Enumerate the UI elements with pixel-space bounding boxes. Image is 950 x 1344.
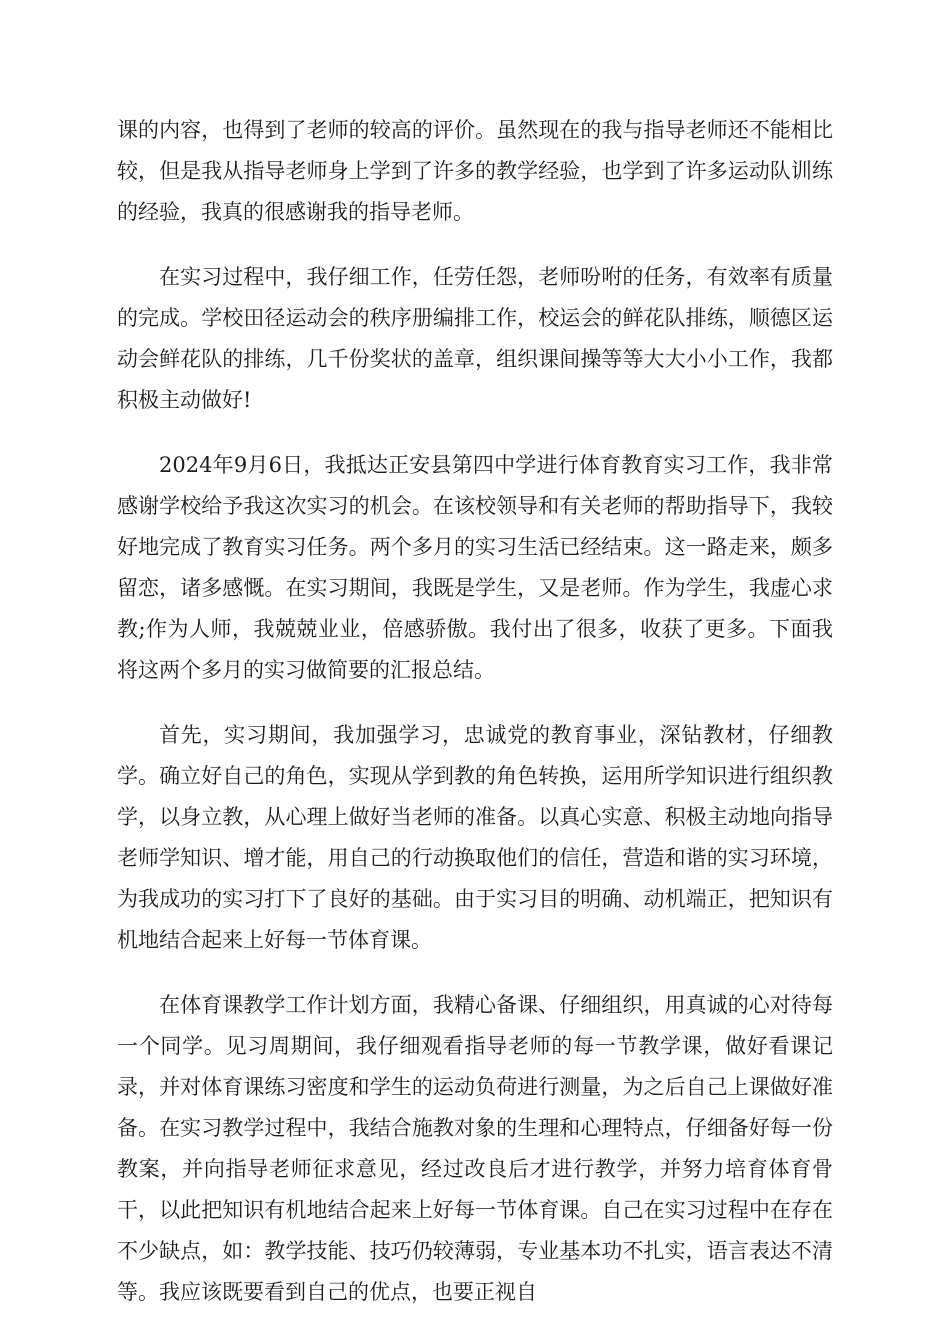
document-page: [117, 110, 833, 1337]
paragraph-2: 在实习过程中，我仔细工作，任劳任怨，老师吩咐的任务，有效率有质量的完成。学校田径运动会的秩序册编排工作，校运会的鲜花队排练，顺德区运动会鲜花队的排练，几千份奖状的盖章，组织课间操等等大大小小工作，我都积极主动做好!: [117, 265, 833, 412]
paragraph-5: 在体育课教学工作计划方面，我精心备课、仔细组织，用真诚的心对待每一个同学。见习周期间，我仔细观看指导老师的每一节教学课，做好看课记录，并对体育课练习密度和学生的运动负荷进行测量，为之后自己上课做好准备。在实习教学过程中，我结合施教对象的生理和心理特点，仔细备好每一份教案，并向指导老师征求意见，经过改良后才进行教学，并努力培育体育骨干，以此把知识有机地结合起来上好每一节体育课。自己在实习过程中在存在不少缺点，如：教学技能、技巧仍较薄弱，专业基本功不扎实，语言表达不清等。我应该既要看到自己的优点，也要正视自: [117, 993, 833, 1304]
paragraph-3: 2024年9月6日，我抵达正安县第四中学进行体育教育实习工作，我非常感谢学校给予我这次实习的机会。在该校领导和有关老师的帮助指导下，我较好地完成了教育实习任务。两个多月的实习生活已经结束。这一路走来，颇多留恋，诸多感慨。在实习期间，我既是学生，又是老师。作为学生，我虚心求教;作为人师，我兢兢业业，倍感骄傲。我付出了很多，收获了更多。下面我将这两个多月的实习做简要的汇报总结。: [117, 453, 833, 682]
paragraph-1: 课的内容，也得到了老师的较高的评价。虽然现在的我与指导老师还不能相比较，但是我从指导老师身上学到了许多的教学经验，也学到了许多运动队训练的经验，我真的很感谢我的指导老师。: [117, 118, 833, 224]
paragraph-4: 首先，实习期间，我加强学习，忠诚党的教育事业，深钻教材，仔细教学。确立好自己的角色，实现从学到教的角色转换，运用所学知识进行组织教学，以身立教，从心理上做好当老师的准备。以真心实意、积极主动地向指导老师学知识、增才能，用自己的行动换取他们的信任，营造和谐的实习环境，为我成功的实习打下了良好的基础。由于实习目的明确、动机端正，把知识有机地结合起来上好每一节体育课。: [117, 723, 833, 952]
